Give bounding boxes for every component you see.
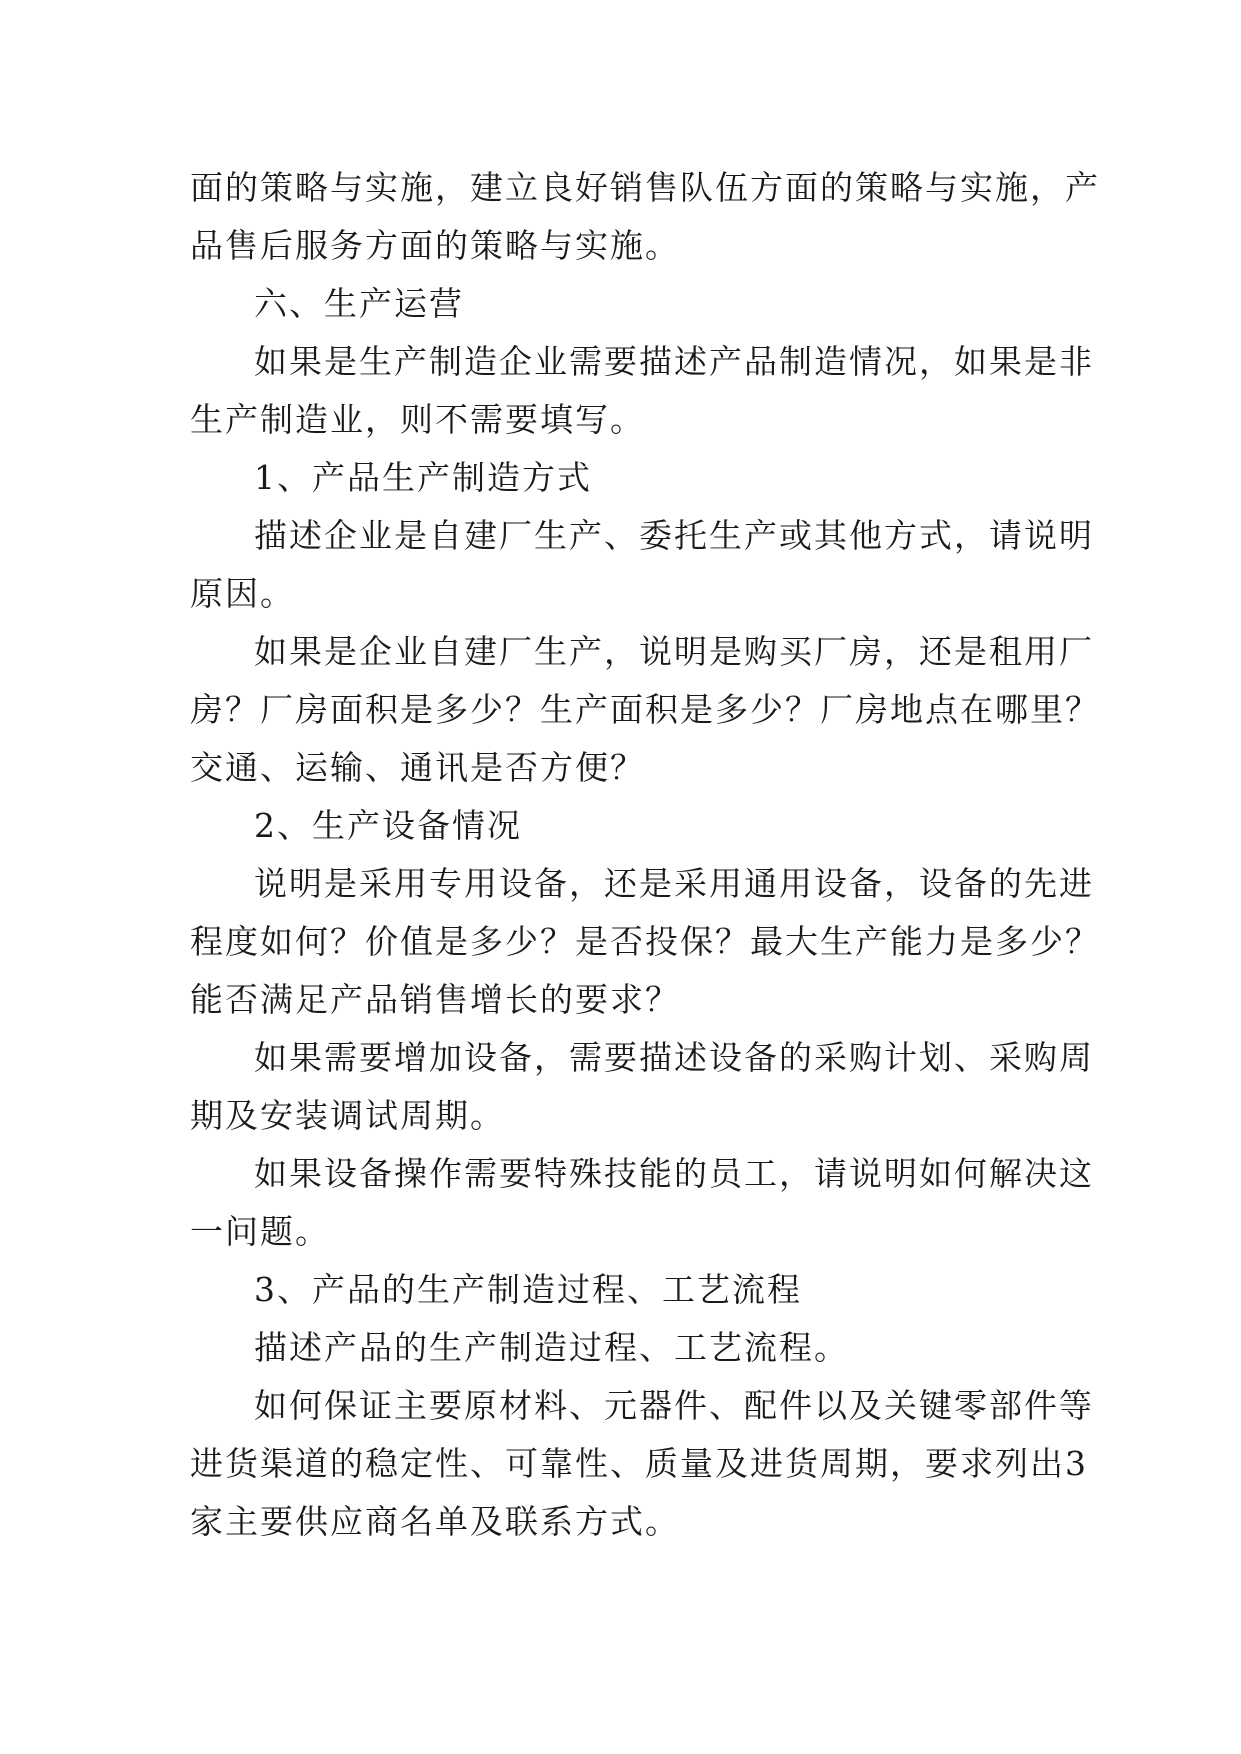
text-line: 能否满足产品销售增长的要求？ xyxy=(190,980,680,1019)
text-line: 程度如何？价值是多少？是否投保？最大生产能力是多少？ xyxy=(190,922,1100,961)
text-line: 说明是采用专用设备，还是采用通用设备，设备的先进 xyxy=(254,864,1094,903)
text-line: 进货渠道的稳定性、可靠性、质量及进货周期，要求列出3 xyxy=(190,1444,1088,1483)
text-line: 期及安装调试周期。 xyxy=(190,1096,505,1135)
text-line: 如何保证主要原材料、元器件、配件以及关键零部件等 xyxy=(254,1386,1094,1425)
text-line: 如果是生产制造企业需要描述产品制造情况，如果是非 xyxy=(254,342,1094,381)
text-line: 描述产品的生产制造过程、工艺流程。 xyxy=(254,1328,849,1367)
text-line: 品售后服务方面的策略与实施。 xyxy=(190,226,680,265)
text-line: 生产制造业，则不需要填写。 xyxy=(190,400,645,439)
subsection-heading: 2、生产设备情况 xyxy=(254,806,522,845)
text-line: 面的策略与实施，建立良好销售队伍方面的策略与实施，产 xyxy=(190,168,1100,207)
subsection-heading: 3、产品的生产制造过程、工艺流程 xyxy=(254,1270,802,1309)
text-line: 房？厂房面积是多少？生产面积是多少？厂房地点在哪里？ xyxy=(190,690,1100,729)
text-line: 交通、运输、通讯是否方便？ xyxy=(190,748,645,787)
text-line: 原因。 xyxy=(190,574,295,613)
subsection-heading: 1、产品生产制造方式 xyxy=(254,458,592,497)
document-body xyxy=(190,159,1100,1551)
section-heading: 六、生产运营 xyxy=(254,284,464,323)
text-line: 描述企业是自建厂生产、委托生产或其他方式，请说明 xyxy=(254,516,1094,555)
text-line: 如果需要增加设备，需要描述设备的采购计划、采购周 xyxy=(254,1038,1094,1077)
text-line: 如果设备操作需要特殊技能的员工，请说明如何解决这 xyxy=(254,1154,1094,1193)
text-line: 如果是企业自建厂生产，说明是购买厂房，还是租用厂 xyxy=(254,632,1094,671)
text-line: 家主要供应商名单及联系方式。 xyxy=(190,1502,680,1541)
text-line: 一问题。 xyxy=(190,1212,330,1251)
